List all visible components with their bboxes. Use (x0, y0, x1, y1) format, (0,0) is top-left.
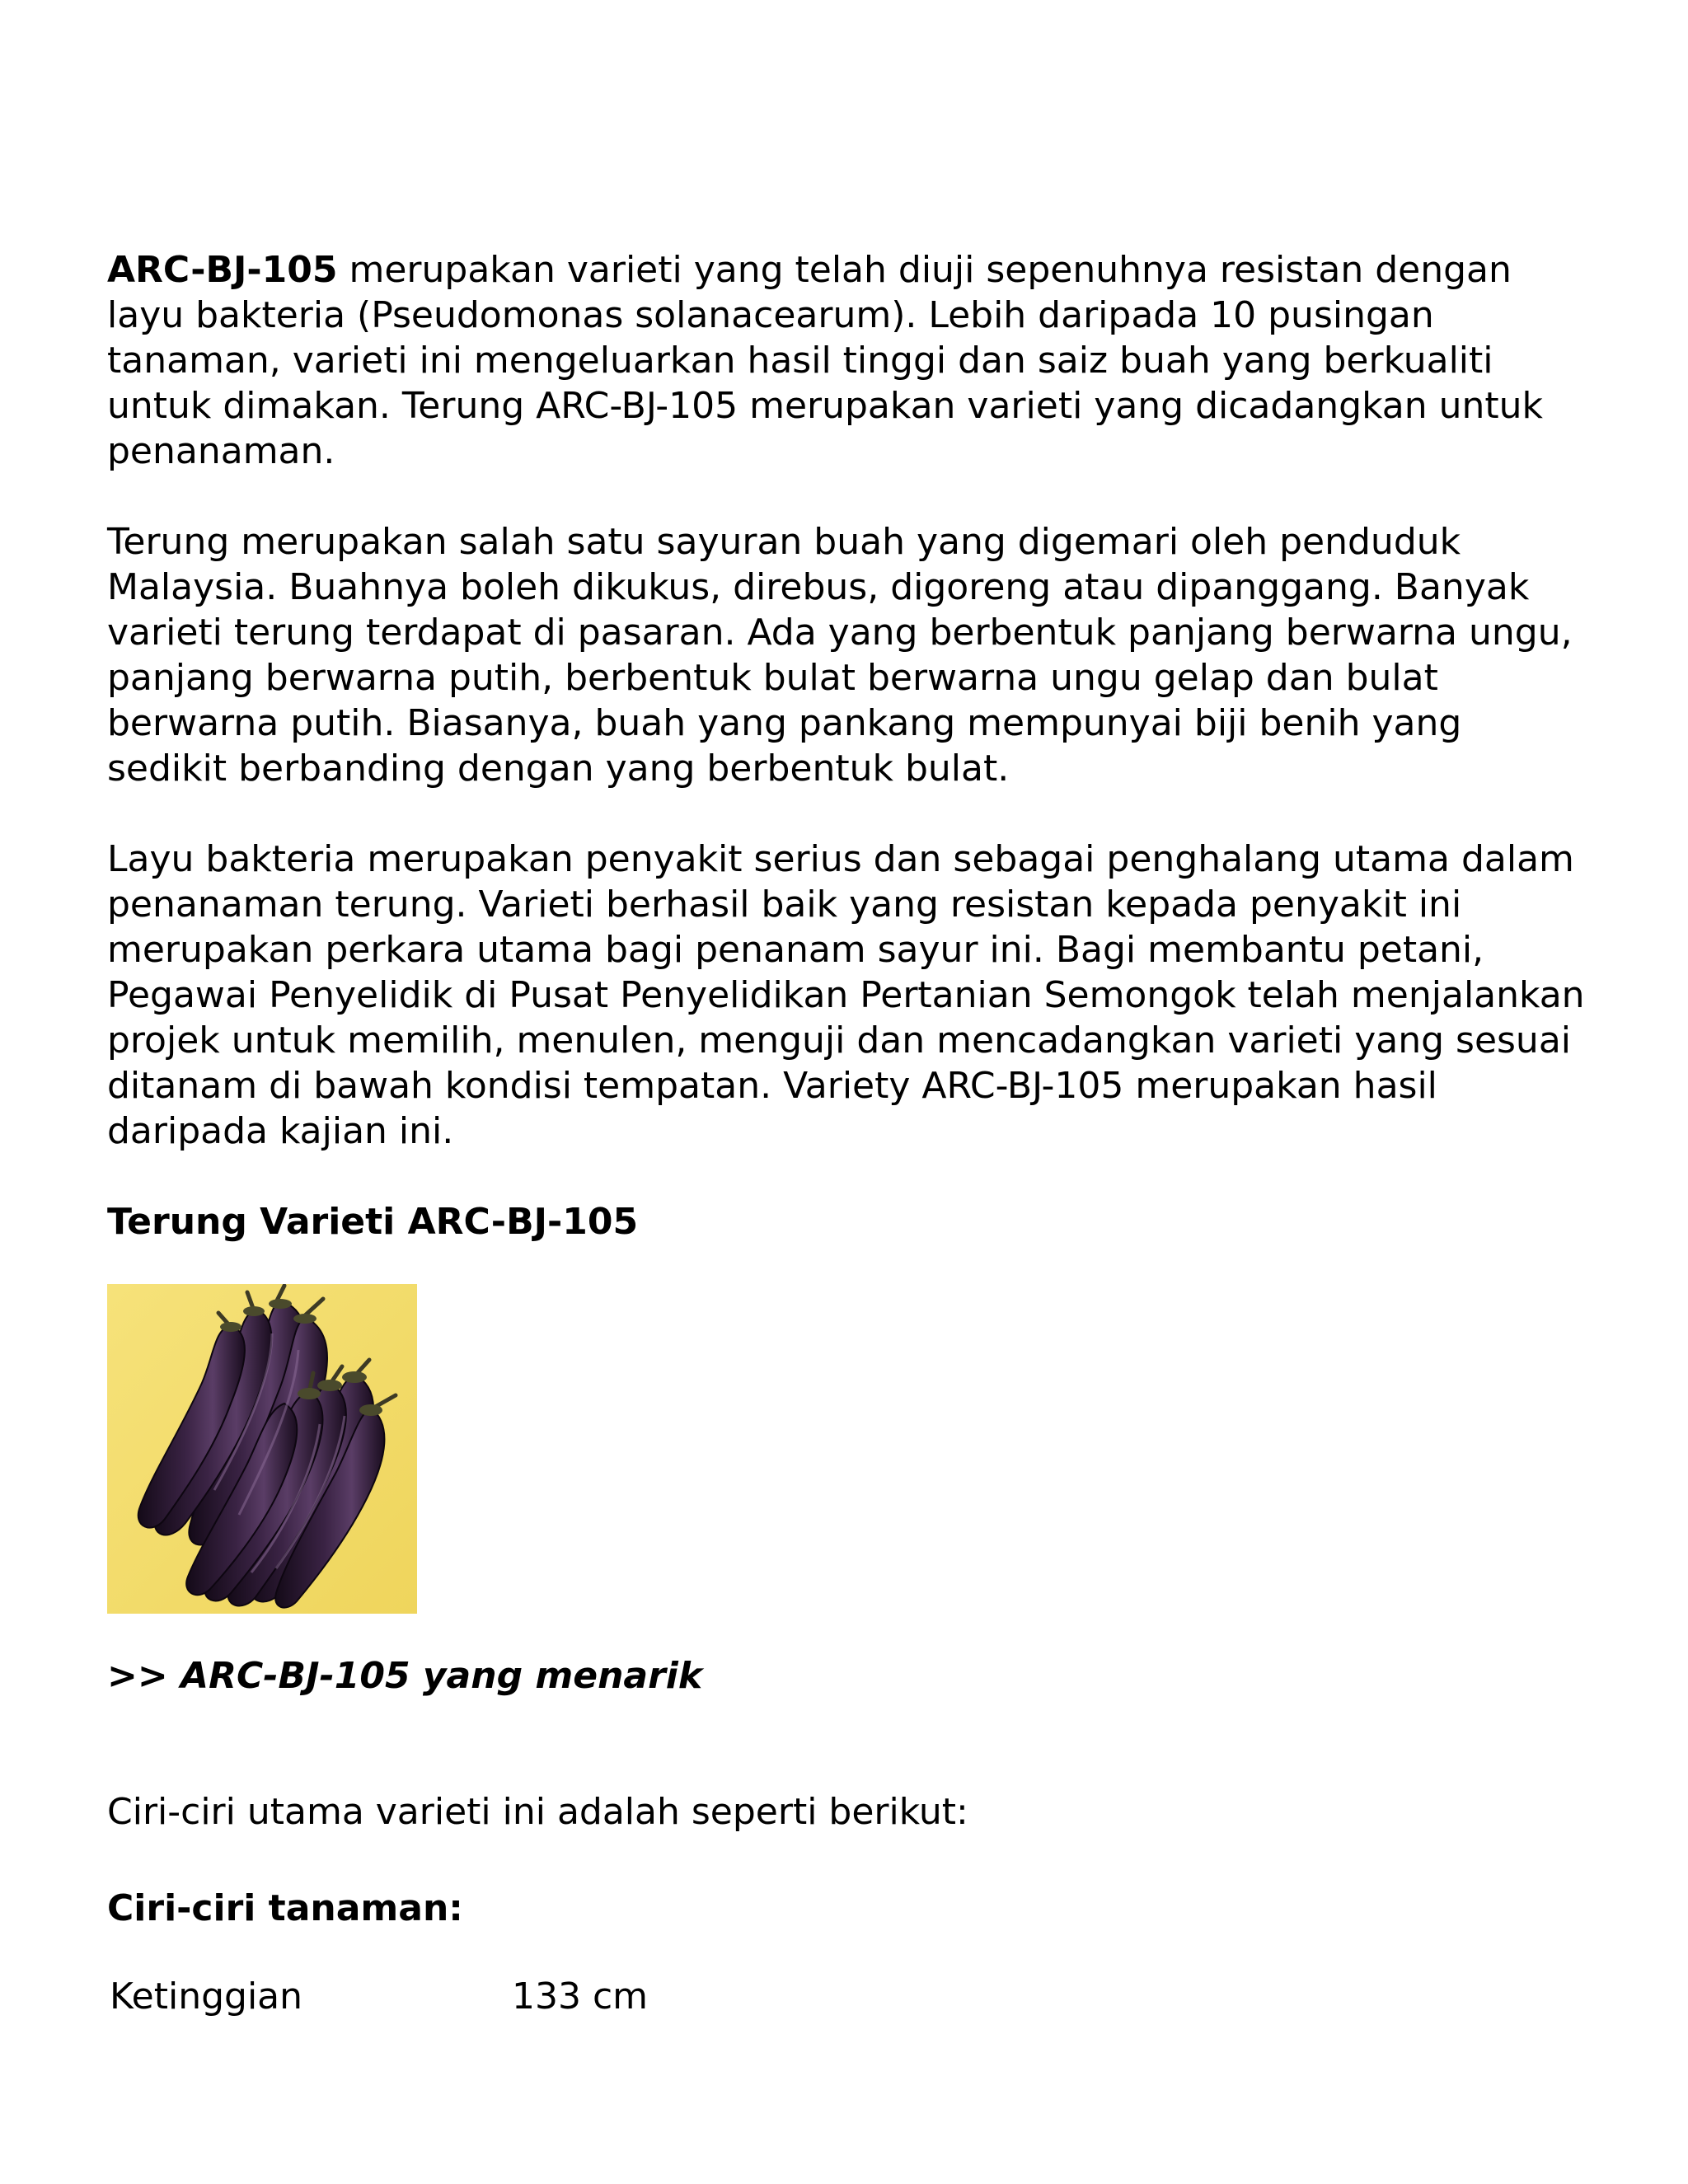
eggplant-photo (107, 1284, 417, 1614)
plant-features-heading: Ciri-ciri tanaman: (107, 1887, 463, 1929)
intro-paragraph (107, 247, 1591, 474)
spec-row-height (107, 1974, 1591, 2019)
spec-label: Ketinggian (110, 1975, 303, 2018)
figure-title: Terung Varieti ARC-BJ-105 (107, 1201, 639, 1243)
spec-value: 133 cm (512, 1975, 649, 2018)
background-paragraph: Layu bakteria merupakan penyakit serius dan sebagai penghalang utama dalam penanaman terung. Varieti berhasil baik yang resistan kepada penyakit ini merupakan perkara utama bagi penanam sayur ini. Bagi membantu petani, Pegawai Penyelidik di Pusat Penyelidikan Pertanian Semongok telah menjalankan projek untuk memilih, menulen, menguji dan mencadangkan varieti yang sesuai ditanam di bawah kondisi tempatan. Variety ARC-BJ-105 merupakan hasil daripada kajian ini. (107, 838, 1585, 1152)
intro-paragraph-text: merupakan varieti yang telah diuji sepenuhnya resistan dengan layu bakteria (Pseudomonas solanacearum). Lebih daripada 10 pusingan tanaman, varieti ini mengeluarkan hasil tinggi dan saiz buah yang berkualiti untuk dimakan. Terung ARC-BJ-105 merupakan varieti yang dicadangkan untuk penanaman. (107, 249, 1544, 472)
variety-name-bold: ARC-BJ-105 (107, 249, 338, 291)
interesting-variety-link[interactable]: >> ARC-BJ-105 yang menarik (107, 1655, 703, 1697)
description-paragraph: Terung merupakan salah satu sayuran buah yang digemari oleh penduduk Malaysia. Buahnya boleh dikukus, direbus, digoreng atau dipanggang. Banyak varieti terung terdapat di pasaran. Ada yang berbentuk panjang berwarna ungu, panjang berwarna putih, berbentuk bulat berwarna ungu gelap dan bulat berwarna putih. Biasanya, buah yang pankang mempunyai biji benih yang sedikit berbanding dengan yang berbentuk bulat. (107, 521, 1573, 790)
document-body (107, 247, 1591, 2019)
features-intro: Ciri-ciri utama varieti ini adalah seperti berikut: (107, 1791, 968, 1833)
